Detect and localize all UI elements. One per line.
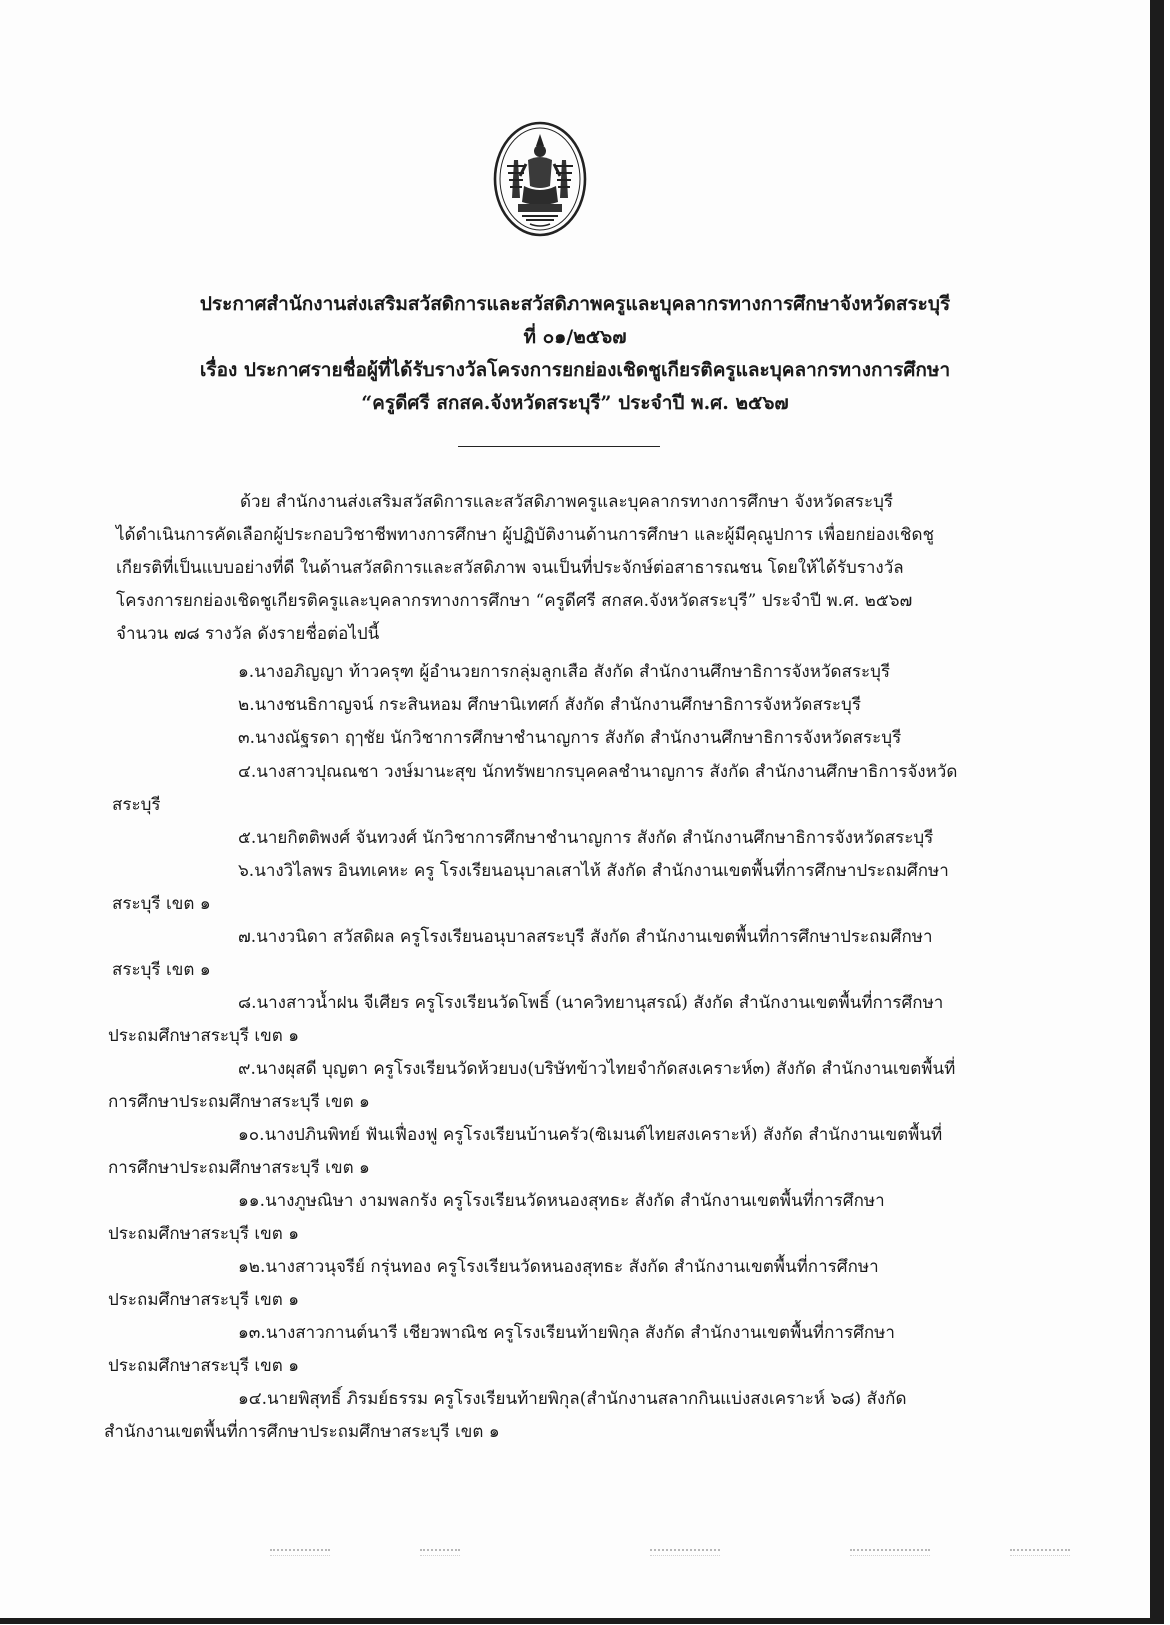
- announcement-subject-line2: “ครูดีศรี สกสค.จังหวัดสระบุรี” ประจำปี พ.ศ. ๒๕๖๗: [361, 392, 789, 414]
- awardee-continuation: ประถมศึกษาสระบุรี เขต ๑: [108, 1224, 300, 1244]
- awardee-line: ๗.นางวนิดา สวัสดิผล ครูโรงเรียนอนุบาลสระบุรี สังกัด สำนักงานเขตพื้นที่การศึกษาประถมศึกษา: [238, 927, 933, 947]
- awardee-continuation: ประถมศึกษาสระบุรี เขต ๑: [108, 1356, 300, 1376]
- awardee-line: ๙.นางผุสดี บุญตา ครูโรงเรียนวัดห้วยบง(บริษัทข้าวไทยจำกัดสงเคราะห์๓) สังกัด สำนักงานเขตพื้นที่: [238, 1059, 956, 1079]
- intro-line: เกียรติที่เป็นแบบอย่างที่ดี ในด้านสวัสดิการและสวัสดิภาพ จนเป็นที่ประจักษ์ต่อสาธารณชน โดยให้ได้รับรางวัล: [116, 558, 904, 578]
- intro-line: ด้วย สำนักงานส่งเสริมสวัสดิการและสวัสดิภาพครูและบุคลากรทางการศึกษา จังหวัดสระบุรี: [240, 492, 893, 512]
- awardee-line: ๒.นางชนธิกาญจน์ กระสินหอม ศึกษานิเทศก์ สังกัด สำนักงานศึกษาธิการจังหวัดสระบุรี: [238, 695, 861, 715]
- awardee-line: ๑๓.นางสาวกานต์นารี เชียวพาณิช ครูโรงเรียนท้ายพิกุล สังกัด สำนักงานเขตพื้นที่การศึกษา: [238, 1323, 895, 1343]
- awardee-continuation: ประถมศึกษาสระบุรี เขต ๑: [108, 1290, 300, 1310]
- awardee-continuation: ประถมศึกษาสระบุรี เขต ๑: [108, 1026, 300, 1046]
- awardee-line: ๖.นางวิไลพร อินทเคหะ ครู โรงเรียนอนุบาลเสาไห้ สังกัด สำนักงานเขตพื้นที่การศึกษาประถมศึกษา: [238, 861, 949, 881]
- awardee-continuation: สระบุรี เขต ๑: [112, 894, 211, 914]
- awardee-line: ๑๑.นางภูษณิษา งามพลกรัง ครูโรงเรียนวัดหนองสุทธะ สังกัด สำนักงานเขตพื้นที่การศึกษา: [238, 1191, 885, 1211]
- awardee-continuation: สำนักงานเขตพื้นที่การศึกษาประถมศึกษาสระบุรี เขต ๑: [104, 1422, 500, 1442]
- awardee-continuation: การศึกษาประถมศึกษาสระบุรี เขต ๑: [108, 1158, 370, 1178]
- awardee-line: ๑๐.นางปภินพิทย์ ฟันเฟื่องฟู ครูโรงเรียนบ้านครัว(ซิเมนต์ไทยสงเคราะห์) สังกัด สำนักงานเขตพื้นที่: [238, 1125, 943, 1145]
- awardee-line: ๑๔.นายพิสุทธิ์ ภิรมย์ธรรม ครูโรงเรียนท้ายพิกุล(สำนักงานสลากกินแบ่งสงเคราะห์ ๖๘) สังกัด: [238, 1389, 907, 1409]
- awardee-continuation: สระบุรี เขต ๑: [112, 960, 211, 980]
- intro-line: โครงการยกย่องเชิดชูเกียรติครูและบุคลากรทางการศึกษา “ครูดีศรี สกสค.จังหวัดสระบุรี” ประจำปี พ.ศ. ๒๕๖๗: [116, 591, 913, 611]
- intro-line: ได้ดำเนินการคัดเลือกผู้ประกอบวิชาชีพทางการศึกษา ผู้ปฏิบัติงานด้านการศึกษา และผู้มีคุณูปการ เพื่อยกย่องเชิดชู: [116, 525, 935, 545]
- awardee-line: ๘.นางสาวน้ำฝน จีเศียร ครูโรงเรียนวัดโพธิ์ (นาควิทยานุสรณ์) สังกัด สำนักงานเขตพื้นที่การศึกษา: [238, 993, 944, 1013]
- awardee-line: ๔.นางสาวปุณณชา วงษ์มานะสุข นักทรัพยากรบุคคลชำนาญการ สังกัด สำนักงานศึกษาธิการจังหวัด: [238, 762, 958, 782]
- awardee-line: ๓.นางณัฐรดา ฤๅชัย นักวิชาการศึกษาชำนาญการ สังกัด สำนักงานศึกษาธิการจังหวัดสระบุรี: [238, 728, 902, 748]
- awardee-continuation: การศึกษาประถมศึกษาสระบุรี เขต ๑: [108, 1092, 370, 1112]
- scan-artifacts: [0, 1535, 1150, 1575]
- announcement-title: ประกาศสำนักงานส่งเสริมสวัสดิการและสวัสดิภาพครูและบุคลากรทางการศึกษาจังหวัดสระบุรี: [199, 293, 951, 315]
- awardee-line: ๑๒.นางสาวนุจรีย์ กรุ่นทอง ครูโรงเรียนวัดหนองสุทธะ สังกัด สำนักงานเขตพื้นที่การศึกษา: [238, 1257, 879, 1277]
- awardee-line: ๑.นางอภิญญา ท้าวครุฑ ผู้อำนวยการกลุ่มลูกเสือ สังกัด สำนักงานศึกษาธิการจังหวัดสระบุรี: [238, 662, 891, 682]
- announcement-subject: เรื่อง ประกาศรายชื่อผู้ที่ได้รับรางวัลโครงการยกย่องเชิดชูเกียรติครูและบุคลากรทางการศึกษา: [199, 359, 951, 381]
- awardee-continuation: สระบุรี: [112, 795, 161, 815]
- announcement-number: ที่ ๐๑/๒๕๖๗: [523, 326, 627, 348]
- intro-line: จำนวน ๗๘ รางวัล ดังรายชื่อต่อไปนี้: [116, 624, 380, 644]
- awardee-line: ๕.นายกิตติพงศ์ จันทวงศ์ นักวิชาการศึกษาชำนาญการ สังกัด สำนักงานศึกษาธิการจังหวัดสระบุรี: [238, 828, 934, 848]
